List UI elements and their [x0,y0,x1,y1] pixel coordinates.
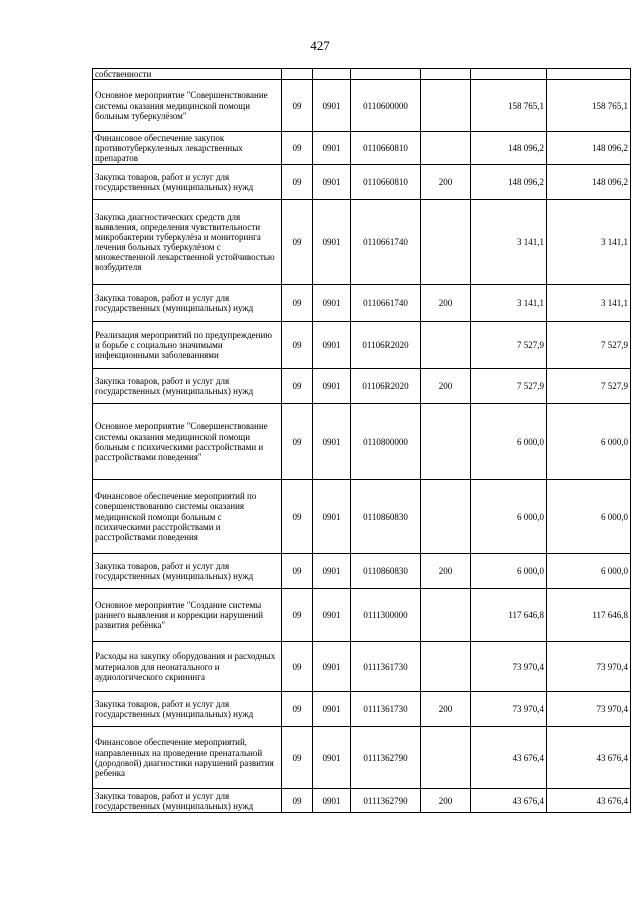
row-value-1-cell: 3 141,1 [471,200,547,285]
table-row [93,554,631,589]
row-item-cell: 01106R2020 [351,322,421,369]
page-number: 427 [310,38,330,53]
row-value-1-cell: 117 646,8 [471,589,547,642]
budget-table [92,68,631,813]
row-item-cell: 0110860830 [351,480,421,554]
row-item-cell: 0110660810 [351,132,421,165]
row-code-cell: 09 [282,165,313,200]
row-value-2-cell: 73 970,4 [547,692,631,727]
row-value-2-cell: 7 527,9 [547,369,631,404]
row-name-cell: собственности [93,69,282,80]
row-value-1-cell [471,69,547,80]
row-subsection-cell: 0901 [313,80,351,132]
row-value-1-cell: 6 000,0 [471,554,547,589]
row-item-cell: 0110661740 [351,200,421,285]
row-subsection-cell: 0901 [313,692,351,727]
row-name-cell: Закупка товаров, работ и услуг для государственных (муниципальных) нужд [93,369,282,404]
row-name-cell: Закупка товаров, работ и услуг для государственных (муниципальных) нужд [93,165,282,200]
row-type-cell: 200 [421,692,471,727]
row-type-cell [421,727,471,789]
row-type-cell [421,480,471,554]
row-value-1-cell: 43 676,4 [471,727,547,789]
table-row [93,132,631,165]
row-type-cell: 200 [421,285,471,322]
row-code-cell: 09 [282,369,313,404]
table-row [93,480,631,554]
row-code-cell: 09 [282,692,313,727]
row-subsection-cell: 0901 [313,727,351,789]
row-item-cell: 0110860830 [351,554,421,589]
row-value-2-cell: 148 096,2 [547,165,631,200]
row-value-2-cell: 6 000,0 [547,480,631,554]
row-item-cell: 0110661740 [351,285,421,322]
row-subsection-cell: 0901 [313,554,351,589]
table-row [93,727,631,789]
row-code-cell: 09 [282,132,313,165]
row-code-cell [282,69,313,80]
table-row [93,69,631,80]
row-type-cell: 200 [421,789,471,813]
row-item-cell: 0111362790 [351,727,421,789]
row-subsection-cell: 0901 [313,789,351,813]
row-subsection-cell: 0901 [313,132,351,165]
row-type-cell [421,132,471,165]
row-value-2-cell: 43 676,4 [547,727,631,789]
row-value-2-cell: 6 000,0 [547,554,631,589]
row-name-cell: Финансовое обеспечение мероприятий, направленных на проведение пренатальной (дородовой) диагностики нарушений развития ребенка [93,727,282,789]
row-code-cell: 09 [282,404,313,480]
table-row [93,642,631,692]
table-row [93,200,631,285]
row-code-cell: 09 [282,642,313,692]
row-subsection-cell: 0901 [313,200,351,285]
row-value-1-cell: 148 096,2 [471,132,547,165]
row-subsection-cell: 0901 [313,642,351,692]
row-item-cell: 0111361730 [351,692,421,727]
row-value-2-cell: 73 970,4 [547,642,631,692]
table-row [93,322,631,369]
row-item-cell: 0110660810 [351,165,421,200]
row-item-cell [351,69,421,80]
row-code-cell: 09 [282,80,313,132]
table-row [93,165,631,200]
row-type-cell [421,322,471,369]
row-name-cell: Закупка диагностических средств для выявления, определения чувствительности микробактерии туберкулёза и мониторинга лечения больных туберкулёзом с множественной лекарственной устойчивостью возбудителя [93,200,282,285]
row-name-cell: Основное мероприятие "Совершенствование системы оказания медицинской помощи больным туберкулёзом" [93,80,282,132]
row-code-cell: 09 [282,322,313,369]
row-value-1-cell: 6 000,0 [471,480,547,554]
row-subsection-cell: 0901 [313,322,351,369]
row-name-cell: Основное мероприятие "Совершенствование системы оказания медицинской помощи больным с психическими расстройствами и расстройствами поведения" [93,404,282,480]
row-code-cell: 09 [282,727,313,789]
row-name-cell: Закупка товаров, работ и услуг для государственных (муниципальных) нужд [93,692,282,727]
row-value-1-cell: 6 000,0 [471,404,547,480]
row-type-cell [421,642,471,692]
table-row [93,692,631,727]
table-row [93,589,631,642]
row-item-cell: 0111362790 [351,789,421,813]
row-value-1-cell: 7 527,9 [471,322,547,369]
row-type-cell [421,69,471,80]
row-code-cell: 09 [282,480,313,554]
row-subsection-cell: 0901 [313,480,351,554]
row-value-2-cell: 158 765,1 [547,80,631,132]
row-value-1-cell: 43 676,4 [471,789,547,813]
row-type-cell: 200 [421,554,471,589]
row-value-1-cell: 3 141,1 [471,285,547,322]
row-name-cell: Реализация мероприятий по предупреждению и борьбе с социально значимыми инфекционными заболеваниями [93,322,282,369]
row-value-1-cell: 73 970,4 [471,642,547,692]
row-value-2-cell [547,69,631,80]
row-value-2-cell: 7 527,9 [547,322,631,369]
row-type-cell: 200 [421,165,471,200]
row-name-cell: Основное мероприятие "Создание системы раннего выявления и коррекции нарушений развития ребёнка" [93,589,282,642]
table-row [93,80,631,132]
row-value-2-cell: 117 646,8 [547,589,631,642]
row-subsection-cell [313,69,351,80]
row-type-cell [421,404,471,480]
row-value-2-cell: 148 096,2 [547,132,631,165]
row-name-cell: Закупка товаров, работ и услуг для государственных (муниципальных) нужд [93,285,282,322]
budget-table-body [93,69,631,813]
row-subsection-cell: 0901 [313,165,351,200]
row-value-2-cell: 43 676,4 [547,789,631,813]
row-value-1-cell: 73 970,4 [471,692,547,727]
table-row [93,369,631,404]
table-row [93,404,631,480]
row-code-cell: 09 [282,789,313,813]
row-type-cell [421,200,471,285]
row-name-cell: Расходы на закупку оборудования и расходных материалов для неонатального и аудиологического скрининга [93,642,282,692]
row-type-cell [421,589,471,642]
row-subsection-cell: 0901 [313,285,351,322]
row-item-cell: 0110800000 [351,404,421,480]
row-name-cell: Финансовое обеспечение закупок противотуберкулезных лекарственных препаратов [93,132,282,165]
row-item-cell: 0111300000 [351,589,421,642]
row-value-1-cell: 158 765,1 [471,80,547,132]
row-name-cell: Финансовое обеспечение мероприятий по совершенствованию системы оказания медицинской помощи больным с психическими расстройствами и расстройствами поведения [93,480,282,554]
row-subsection-cell: 0901 [313,589,351,642]
row-value-1-cell: 7 527,9 [471,369,547,404]
table-row [93,789,631,813]
row-code-cell: 09 [282,554,313,589]
table-row [93,285,631,322]
row-value-1-cell: 148 096,2 [471,165,547,200]
row-type-cell: 200 [421,369,471,404]
row-type-cell [421,80,471,132]
row-name-cell: Закупка товаров, работ и услуг для государственных (муниципальных) нужд [93,554,282,589]
row-item-cell: 0110600000 [351,80,421,132]
row-item-cell: 0111361730 [351,642,421,692]
row-subsection-cell: 0901 [313,369,351,404]
row-code-cell: 09 [282,200,313,285]
row-value-2-cell: 3 141,1 [547,200,631,285]
row-name-cell: Закупка товаров, работ и услуг для государственных (муниципальных) нужд [93,789,282,813]
row-item-cell: 01106R2020 [351,369,421,404]
row-value-2-cell: 6 000,0 [547,404,631,480]
row-value-2-cell: 3 141,1 [547,285,631,322]
row-subsection-cell: 0901 [313,404,351,480]
row-code-cell: 09 [282,285,313,322]
row-code-cell: 09 [282,589,313,642]
